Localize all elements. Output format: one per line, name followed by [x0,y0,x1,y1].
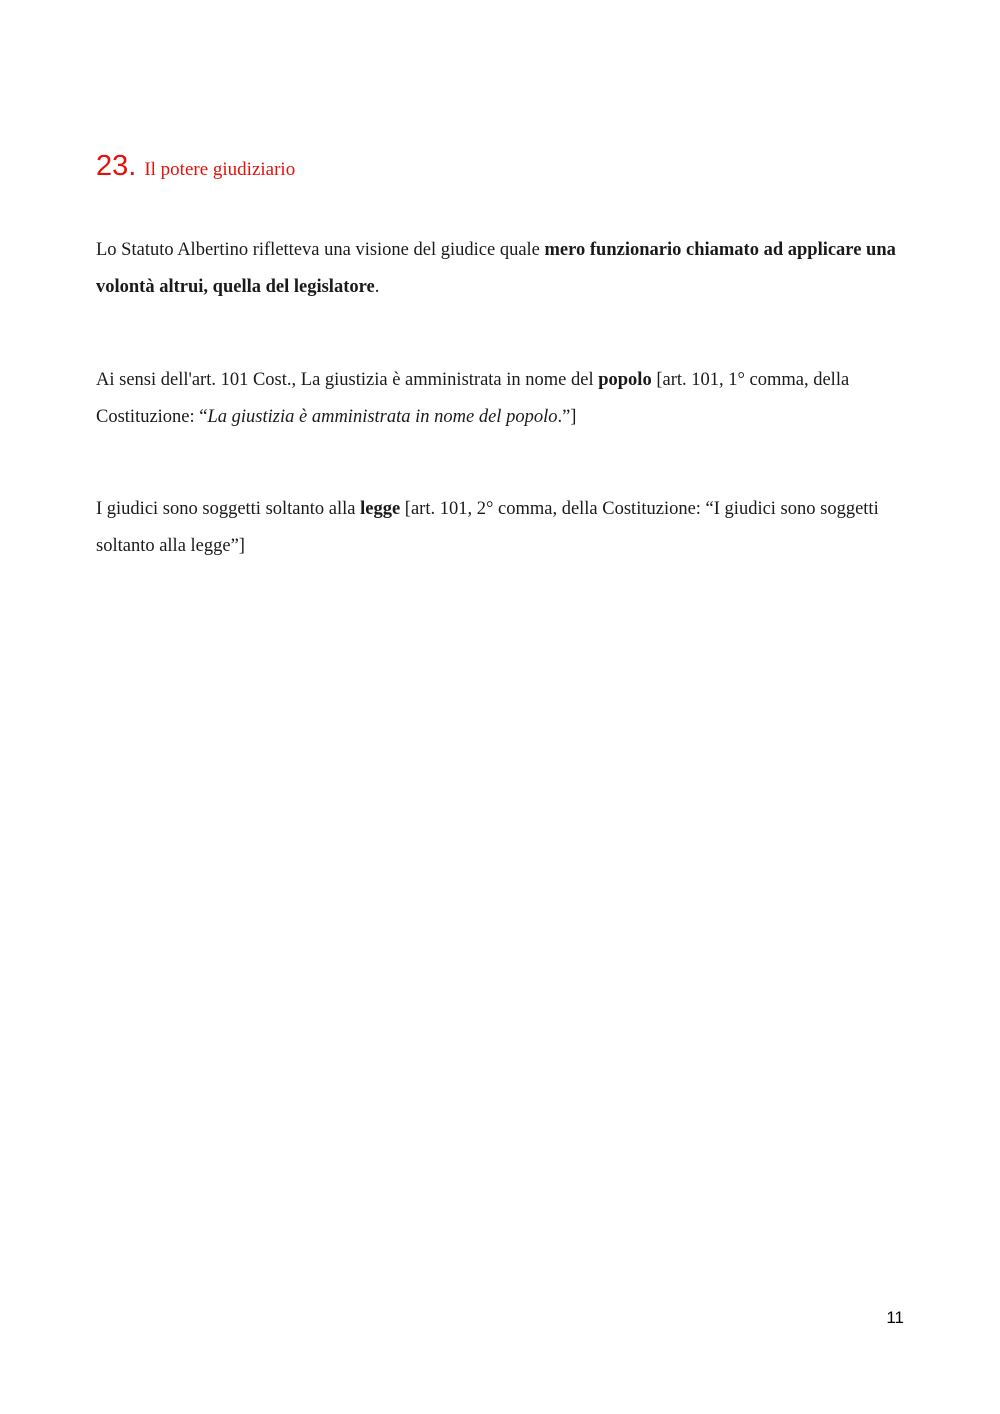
paragraph-text: [art. 101, 1° comma, della Costituzione: “ [96,370,850,427]
section-heading [96,150,295,183]
paragraph-art-101-comma-2 [96,491,906,565]
paragraph-text: I giudici sono soggetti soltanto alla [96,499,361,519]
section-number: 23. [96,150,137,182]
paragraph-bold-text: legge [360,499,401,519]
paragraph-text: .”] [557,407,577,427]
paragraph-art-101-comma-1 [96,362,906,436]
paragraph-text: Ai sensi dell'art. 101 Cost., La giustizia è amministrata in nome del [96,370,599,390]
section-title: Il potere giudiziario [144,159,296,180]
paragraph-statuto-albertino [96,232,906,306]
page-number: 11 [886,1308,904,1327]
paragraph-text: Lo Statuto Albertino rifletteva una visione del giudice quale [96,240,545,260]
paragraph-text: [art. 101, 2° comma, della Costituzione: “I giudici sono soggetti soltanto alla legge”] [96,499,879,556]
paragraph-text: . [374,277,380,297]
paragraph-bold-text: mero funzionario chiamato ad applicare una volontà altrui, quella del legislatore [96,240,896,297]
paragraph-italic-quote: La giustizia è amministrata in nome del popolo [207,407,558,427]
paragraph-bold-text: popolo [598,370,652,390]
